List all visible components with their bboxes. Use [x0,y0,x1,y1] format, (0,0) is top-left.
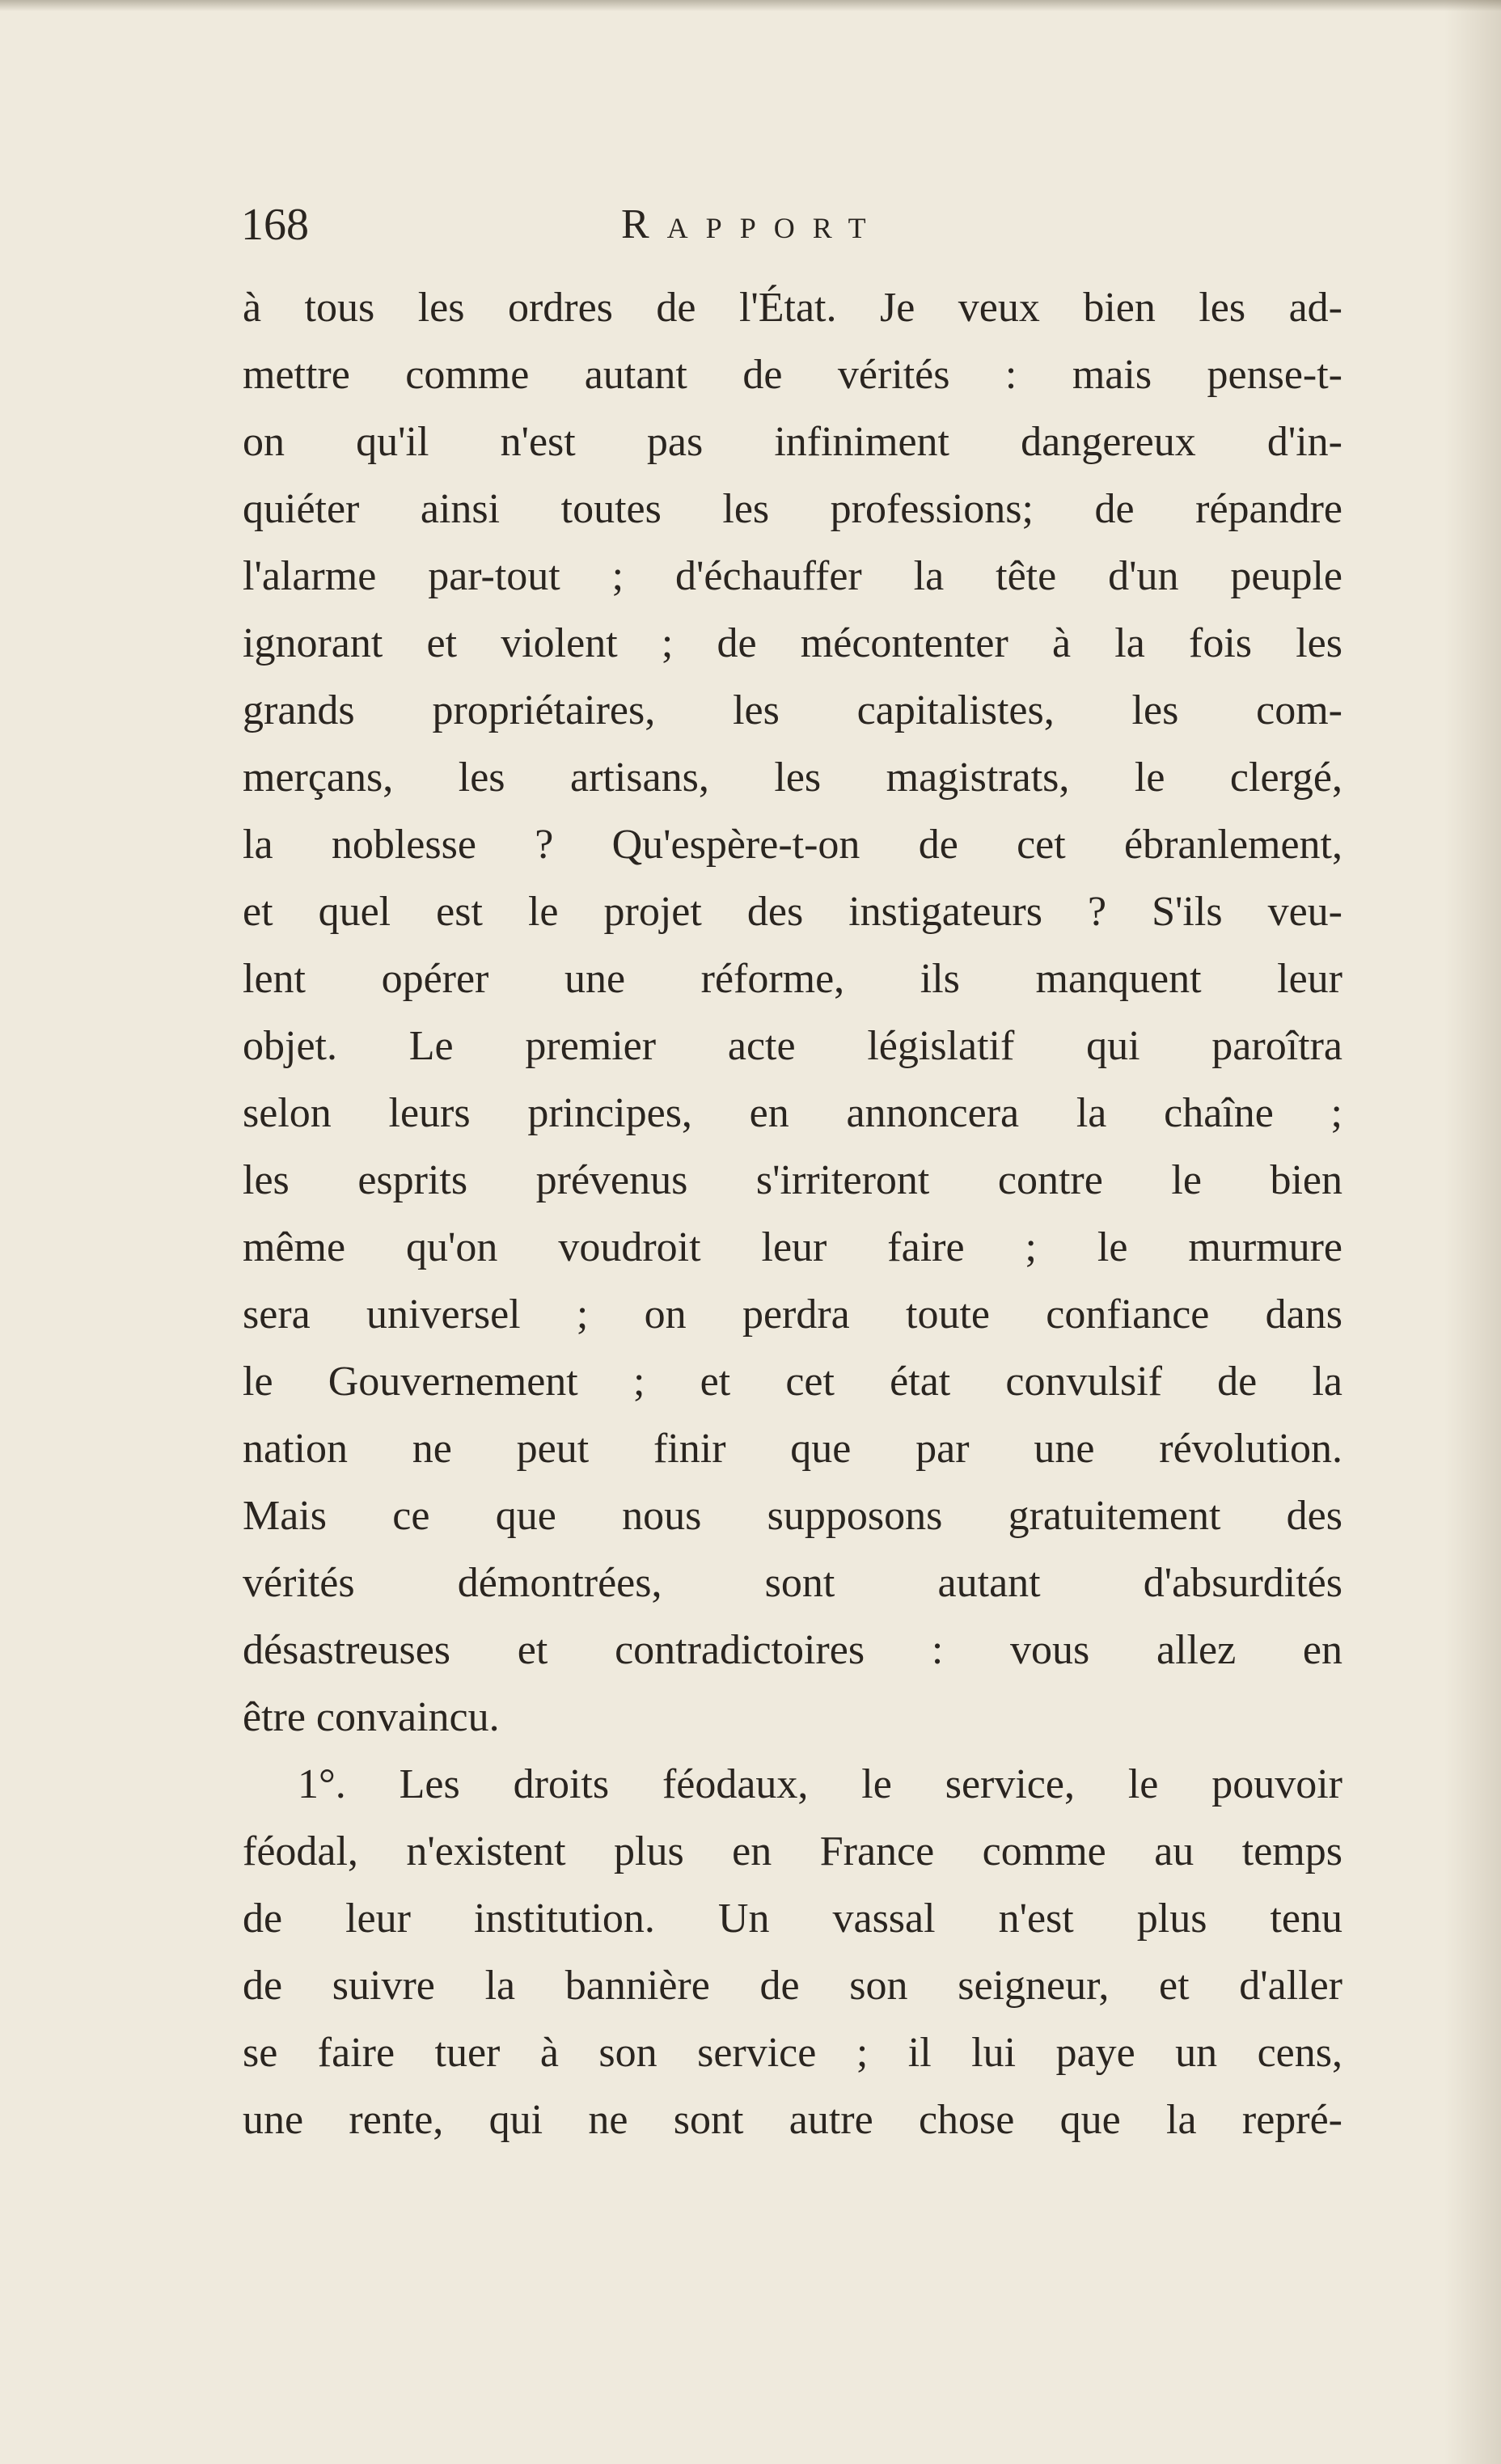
body-text [243,274,1342,2153]
text-line: féodal, n'existent plus en France comme au temps [243,1828,1342,1874]
text-line: ignorant et violent ; de mécontenter à la fois les [243,620,1342,666]
text-line: merçans, les artisans, les magistrats, le clergé, [243,754,1342,801]
text-line: selon leurs principes, en annoncera la chaîne ; [243,1090,1342,1136]
text-line: on qu'il n'est pas infiniment dangereux d'in- [243,419,1342,465]
text-line: à tous les ordres de l'État. Je veux bien les ad- [243,285,1342,331]
text-line: de leur institution. Un vassal n'est plus tenu [243,1896,1342,1942]
text-line: quiéter ainsi toutes les professions; de répandre [243,486,1342,532]
text-line: sera universel ; on perdra toute confiance dans [243,1291,1342,1338]
text-line: et quel est le projet des instigateurs ? S'ils veu- [243,889,1342,935]
text-line: objet. Le premier acte législatif qui paroîtra [243,1023,1342,1069]
paragraph-start-line: 1°. Les droits féodaux, le service, le pouvoir [298,1761,1342,1807]
text-line: l'alarme par-tout ; d'échauffer la tête d'un peuple [243,553,1342,599]
text-line: vérités démontrées, sont autant d'absurdités [243,1560,1342,1606]
text-line: nation ne peut finir que par une révolution. [243,1426,1342,1472]
text-line: de suivre la bannière de son seigneur, et d'aller [243,1963,1342,2009]
page-number: 168 [241,200,309,250]
text-line: les esprits prévenus s'irriteront contre le bien [243,1157,1342,1203]
text-line: être convaincu. [243,1694,500,1740]
text-line: la noblesse ? Qu'espère-t-on de cet ébranlement, [243,822,1342,868]
page-top-edge [0,0,1501,11]
text-line: une rente, qui ne sont autre chose que la repré- [243,2097,1342,2143]
text-line: désastreuses et contradictoires : vous allez en [243,1627,1342,1673]
text-line: se faire tuer à son service ; il lui paye un cens, [243,2030,1342,2076]
text-line: le Gouvernement ; et cet état convulsif de la [243,1359,1342,1405]
page-gutter-shadow [1444,0,1501,2464]
page-header [241,192,1341,257]
text-line: mettre comme autant de vérités : mais pense-t- [243,352,1342,398]
text-line: même qu'on voudroit leur faire ; le murmure [243,1224,1342,1270]
running-title: Rapport [621,201,884,247]
text-line: Mais ce que nous supposons gratuitement des [243,1493,1342,1539]
text-line: lent opérer une réforme, ils manquent leur [243,956,1342,1002]
text-line: grands propriétaires, les capitalistes, les com- [243,687,1342,733]
